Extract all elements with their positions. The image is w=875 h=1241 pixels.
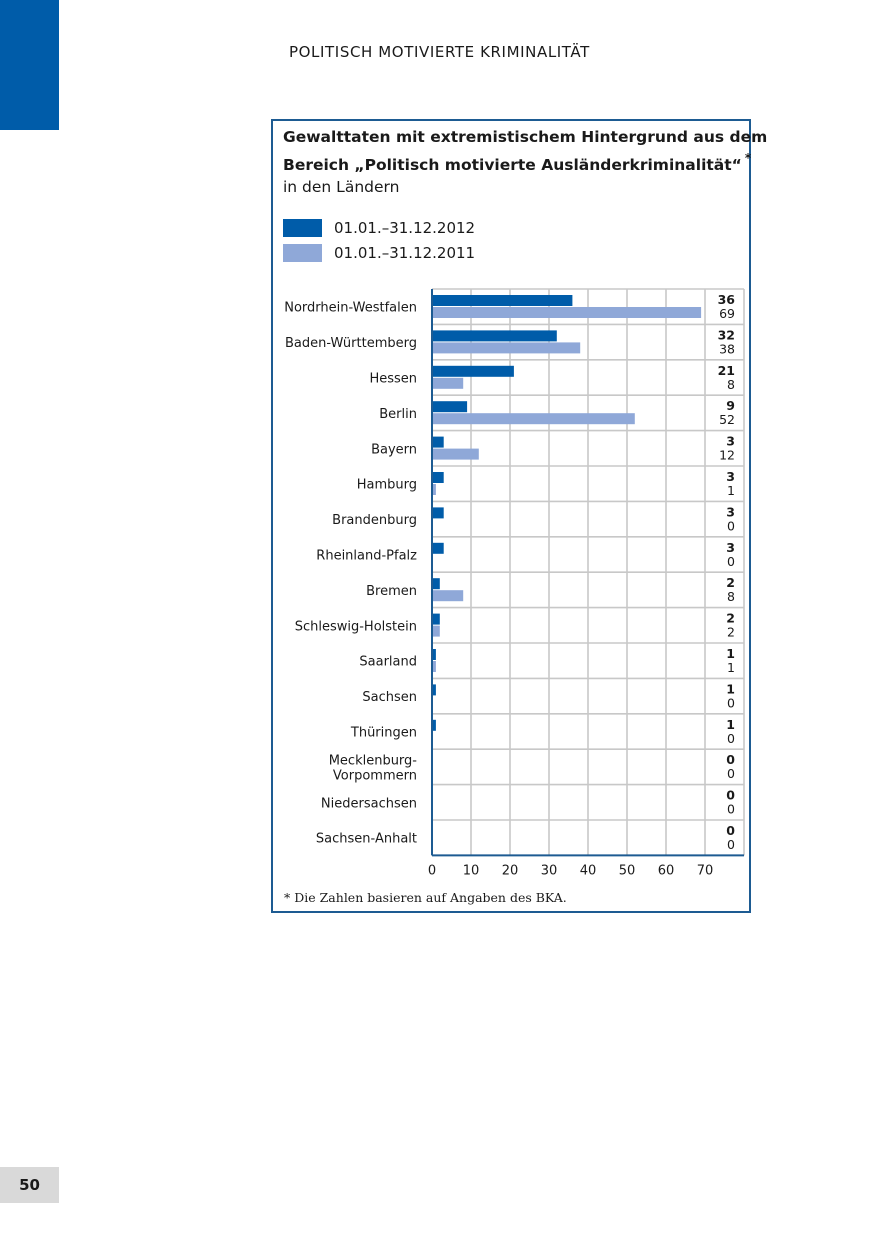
bar-2012 <box>432 401 467 412</box>
category-label: Mecklenburg- <box>328 753 417 769</box>
value-label-2012: 3 <box>726 433 735 449</box>
value-label-2012: 2 <box>726 575 735 591</box>
value-label-2012: 1 <box>726 646 735 661</box>
bar-2012 <box>432 437 444 448</box>
category-label: Berlin <box>379 406 417 422</box>
value-label-2012: 9 <box>726 398 735 414</box>
value-label-2011: 52 <box>719 412 735 428</box>
value-label-2012: 3 <box>726 504 735 520</box>
chart-subtitle: in den Ländern <box>283 178 400 196</box>
value-label-2011: 69 <box>719 306 735 321</box>
bar-2012 <box>432 614 440 625</box>
legend-label-2012: 01.01.–31.12.2012 <box>334 219 476 237</box>
category-label: Sachsen-Anhalt <box>315 831 417 847</box>
category-label: Hessen <box>369 371 417 387</box>
value-label-2012: 0 <box>726 787 735 803</box>
bar-2012 <box>432 366 514 377</box>
legend-label-2011: 01.01.–31.12.2011 <box>334 244 476 262</box>
value-label-2012: 0 <box>726 823 735 838</box>
x-tick-label: 60 <box>657 863 675 879</box>
value-label-2011: 0 <box>727 518 735 534</box>
bar-2012 <box>432 330 557 341</box>
x-tick-label: 10 <box>462 863 480 879</box>
bar-2012 <box>432 543 444 554</box>
x-tick-label: 50 <box>618 863 636 879</box>
bar-2011 <box>432 413 635 424</box>
footnote-marker-text: * <box>284 890 291 905</box>
value-label-2011: 38 <box>719 341 735 357</box>
category-label: Schleswig-Holstein <box>294 619 417 635</box>
value-label-2011: 0 <box>727 837 735 852</box>
value-label-2012: 36 <box>717 292 735 307</box>
footnote <box>284 890 567 905</box>
value-label-2011: 2 <box>727 624 735 640</box>
x-tick-label: 40 <box>579 863 597 879</box>
value-label-2011: 1 <box>727 660 735 675</box>
category-label: Thüringen <box>350 725 417 741</box>
value-label-2012: 1 <box>726 716 735 732</box>
category-label: Rheinland-Pfalz <box>316 548 417 564</box>
bar-2011 <box>432 449 479 460</box>
value-label-2011: 0 <box>727 695 735 711</box>
x-tick-label: 20 <box>501 863 519 879</box>
value-label-2011: 0 <box>727 730 735 746</box>
value-label-2012: 0 <box>726 752 735 768</box>
category-label: Vorpommern <box>332 768 417 784</box>
footnote-marker: * <box>744 151 752 165</box>
bar-2011 <box>432 307 701 318</box>
x-tick-label: 70 <box>696 863 714 879</box>
category-label: Baden-Württemberg <box>285 336 417 352</box>
x-tick-label: 30 <box>540 863 558 879</box>
category-label: Niedersachsen <box>320 796 417 812</box>
running-head: POLITISCH MOTIVIERTE KRIMINALITÄT <box>289 43 590 61</box>
bar-2011 <box>432 590 463 601</box>
value-label-2012: 21 <box>717 362 735 378</box>
bar-2012 <box>432 472 444 483</box>
value-label-2012: 2 <box>726 610 735 626</box>
page-number: 50 <box>0 1167 59 1203</box>
category-label: Hamburg <box>356 477 417 493</box>
value-label-2011: 0 <box>727 801 735 817</box>
category-label: Nordrhein-Westfalen <box>284 300 417 316</box>
bar-2012 <box>432 507 444 518</box>
value-label-2011: 8 <box>727 376 735 392</box>
category-label: Brandenburg <box>332 513 417 529</box>
bar-2012 <box>432 578 440 589</box>
chart-title-line-1: Gewalttaten mit extremistischem Hintergrund aus dem <box>283 128 768 146</box>
category-label: Bremen <box>366 583 417 599</box>
value-label-2011: 1 <box>727 483 735 498</box>
category-label: Sachsen <box>362 690 417 706</box>
bar-2011 <box>432 378 463 389</box>
footnote-text: Die Zahlen basieren auf Angaben des BKA. <box>294 890 567 905</box>
category-label: Bayern <box>371 442 417 458</box>
x-tick-label: 0 <box>427 863 437 879</box>
value-label-2012: 3 <box>726 469 735 484</box>
bar-2011 <box>432 342 580 353</box>
value-label-2012: 3 <box>726 539 735 555</box>
bar-2011 <box>432 626 440 637</box>
bar-2012 <box>432 295 572 306</box>
value-label-2011: 8 <box>727 589 735 605</box>
value-label-2012: 1 <box>726 681 735 697</box>
category-label: Saarland <box>359 654 417 670</box>
value-label-2012: 32 <box>717 327 735 343</box>
chart-title-text: Bereich „Politisch motivierte Ausländerkriminalität“ <box>283 156 742 175</box>
value-label-2011: 0 <box>727 553 735 569</box>
value-label-2011: 12 <box>719 447 735 463</box>
value-label-2011: 0 <box>727 766 735 782</box>
